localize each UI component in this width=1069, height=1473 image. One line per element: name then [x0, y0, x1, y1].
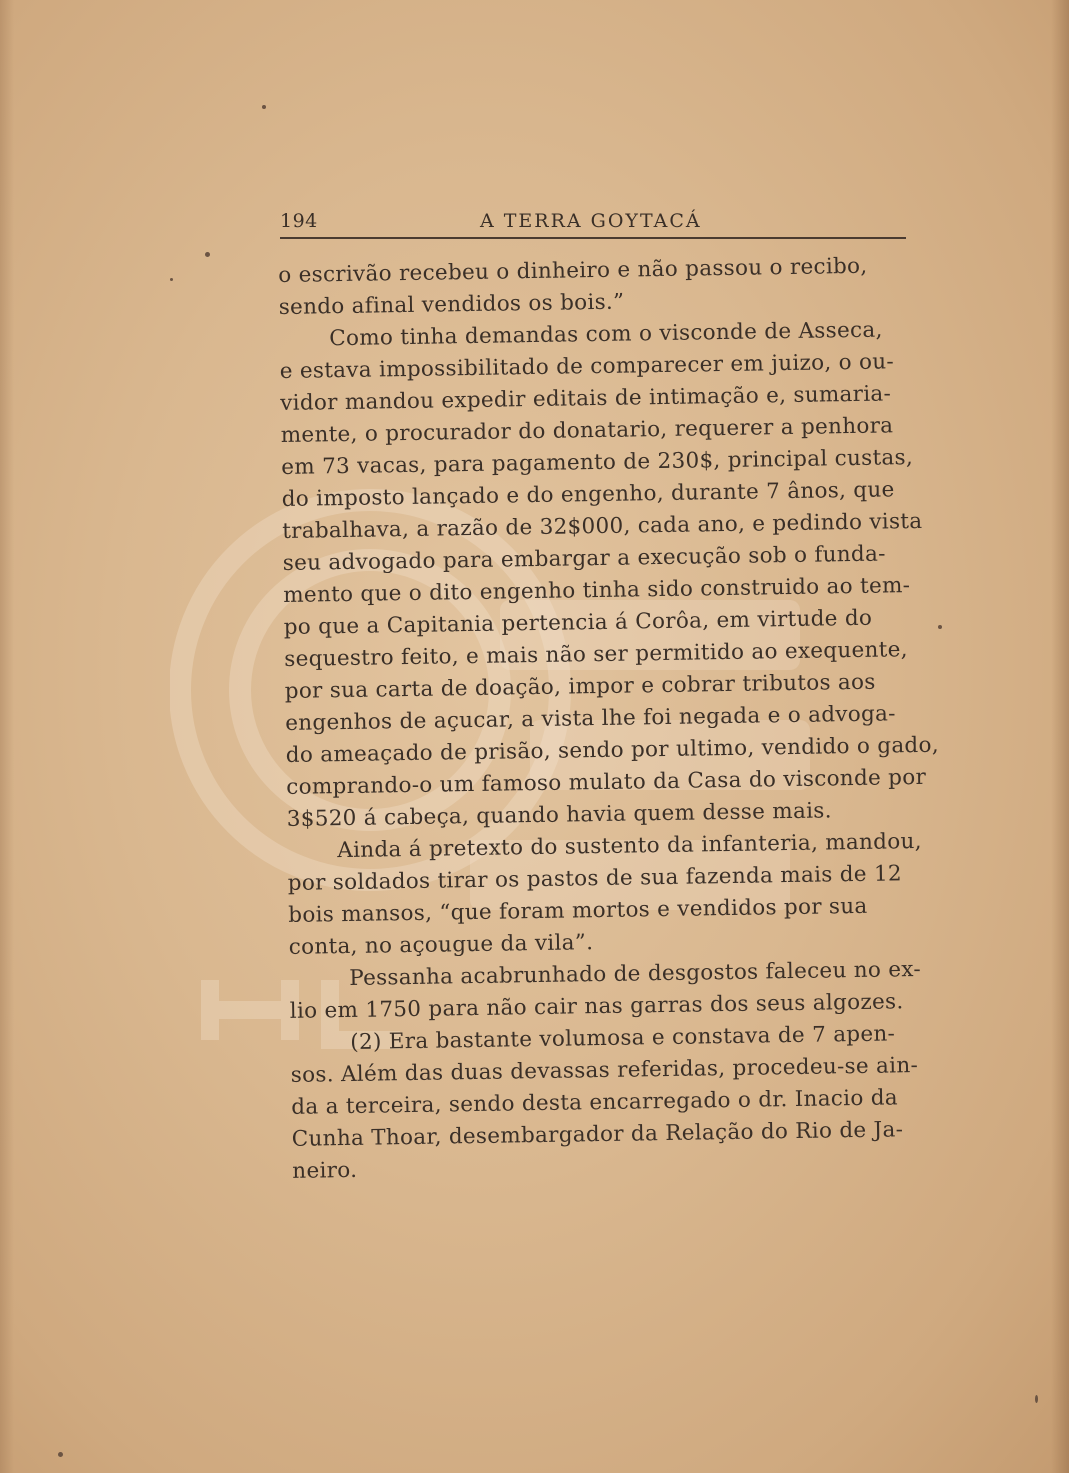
text-line: vidor mandou expedir editais de intimação e, sumaria- [280, 381, 892, 416]
text-line: sequestro feito, e mais não ser permitido ao exequente, [284, 637, 908, 672]
body-text [278, 250, 940, 1188]
text-line: e estava impossibilitado de comparecer em juizo, o ou- [279, 349, 895, 384]
text-line: seu advogado para embargar a execução sob o funda- [282, 541, 886, 576]
text-line: em 73 vacas, para pagamento de 230$, principal custas, [281, 445, 914, 480]
text-line: trabalhava, a razão de 32$000, cada ano, e pedindo vista [282, 508, 923, 544]
footnote-line: neiro. [292, 1157, 358, 1184]
text-line: comprando-o um famoso mulato da Casa do visconde por [286, 764, 927, 800]
page-header [280, 210, 906, 238]
paper-speck [58, 1452, 63, 1457]
text-line: Como tinha demandas com o visconde de Asseca, [329, 317, 883, 352]
text-line: do ameaçado de prisão, sendo por ultimo, vendido o gado, [285, 732, 940, 768]
text-line: lio em 1750 para não cair nas garras dos seus algozes. [289, 989, 904, 1024]
paper-speck [205, 252, 210, 257]
text-line: bois mansos, “que foram mortos e vendidos por sua [288, 893, 868, 928]
text-line: engenhos de açucar, a vista lhe foi negada e o advoga- [285, 701, 896, 736]
footnote-line: (2) Era bastante volumosa e constava de 7 apen- [350, 1021, 896, 1055]
paper-speck [938, 625, 942, 629]
text-line: sendo afinal vendidos os bois.” [278, 289, 625, 320]
text-line: 3$520 á cabeça, quando havia quem desse mais. [286, 798, 832, 832]
paper-speck [262, 105, 266, 109]
text-line: por soldados tirar os pastos de sua fazenda mais de 12 [287, 861, 903, 896]
footnote-line: Cunha Thoar, desembargador da Relação do Rio de Ja- [291, 1117, 904, 1152]
paper-speck [170, 278, 173, 281]
text-line: Pessanha acabrunhado de desgostos faleceu no ex- [349, 956, 922, 991]
text-line: mento que o dito engenho tinha sido construido ao tem- [283, 573, 911, 608]
text-line: o escrivão recebeu o dinheiro e não passou o recibo, [278, 253, 868, 288]
page-number: 194 [280, 210, 318, 232]
text-line: do imposto lançado e do engenho, durante 7 ânos, que [281, 477, 895, 512]
text-line: por sua carta de doação, impor e cobrar tributos aos [284, 669, 876, 704]
page-edge-left [0, 0, 14, 1473]
running-title: A TERRA GOYTACÁ [480, 210, 702, 232]
text-line: conta, no açougue da vila”. [288, 930, 594, 960]
text-line: po que a Capitania pertencia á Corôa, em virtude do [283, 605, 873, 640]
page-edge-right [1051, 0, 1069, 1473]
text-line: Ainda á pretexto do sustento da infanteria, mandou, [337, 828, 922, 864]
paper-speck [1035, 1395, 1038, 1403]
footnote-line: sos. Além das duas devassas referidas, procedeu-se ain- [290, 1053, 919, 1088]
text-line: mente, o procurador do donatario, requerer a penhora [280, 413, 894, 448]
footnote-line: da a terceira, sendo desta encarregado o dr. Inacio da [291, 1085, 899, 1120]
header-rule [280, 237, 906, 239]
